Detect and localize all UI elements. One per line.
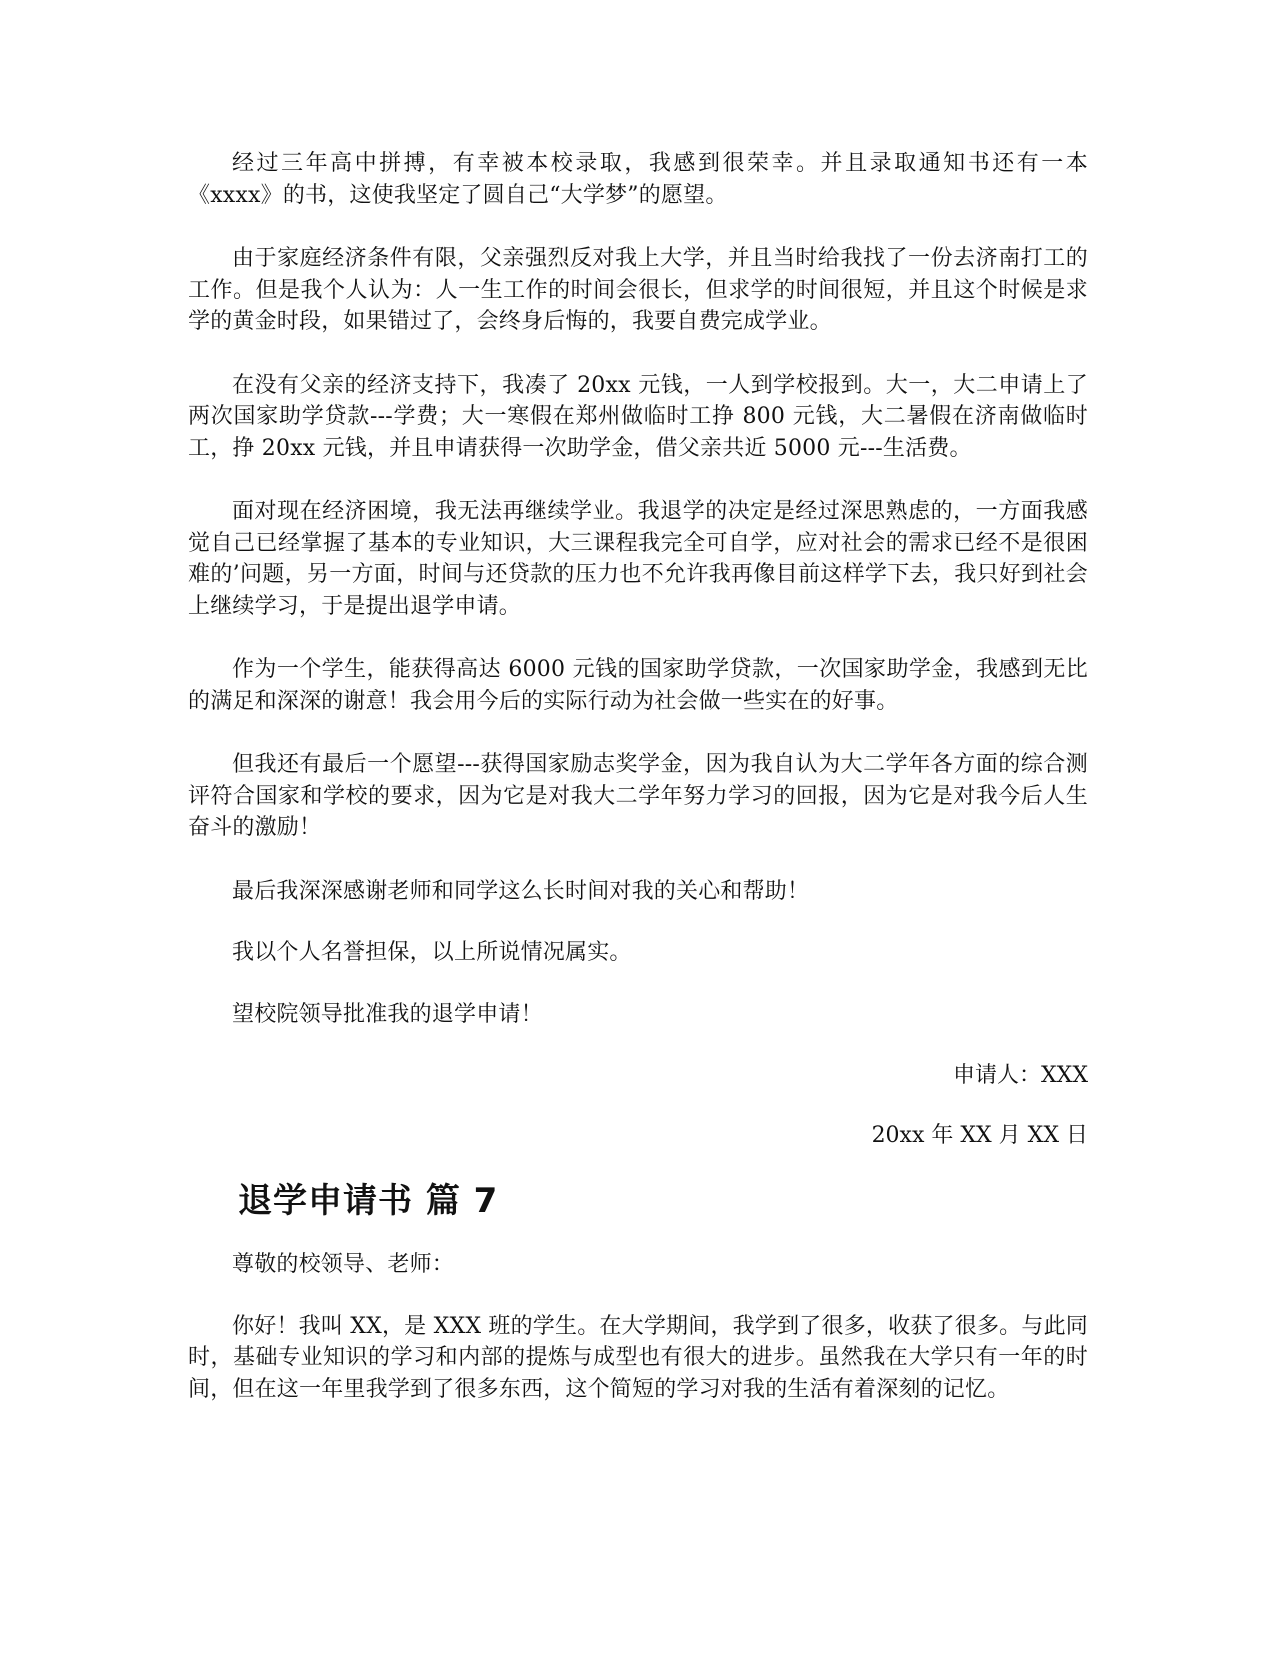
paragraph-2: 由于家庭经济条件有限，父亲强烈反对我上大学，并且当时给我找了一份去济南打工的工作。但是我个人认为：人一生工作的时间会很长，但求学的时间很短，并且这个时候是求学的黄金时段，如果错过了，会终身后悔的，我要自费完成学业。 xyxy=(188,246,1088,334)
paragraph-9: 望校院领导批准我的退学申请！ xyxy=(232,1001,543,1027)
applicant-signature: 申请人：XXX xyxy=(953,1063,1088,1088)
paragraph-8: 我以个人名誉担保，以上所说情况属实。 xyxy=(232,940,632,965)
paragraph-5: 作为一个学生，能获得高达 6000 元钱的国家助学贷款，一次国家助学金，我感到无比的满足和深深的谢意！我会用今后的实际行动为社会做一些实在的好事。 xyxy=(188,657,1088,714)
paragraph-4: 面对现在经济困境，我无法再继续学业。我退学的决定是经过深思熟虑的，一方面我感觉自己已经掌握了基本的专业知识，大三课程我完全可自学，应对社会的需求已经不是很困难的’问题，另一方面，时间与还贷款的压力也不允许我再像目前这样学下去，我只好到社会上继续学习，于是提出退学申请。 xyxy=(188,499,1088,619)
salutation: 尊敬的校领导、老师： xyxy=(232,1252,455,1277)
paragraph-3: 在没有父亲的经济支持下，我凑了 20xx 元钱，一人到学校报到。大一，大二申请上了两次国家助学贷款---学费；大一寒假在郑州做临时工挣 800 元钱，大二暑假在济南做临时工，挣 20xx 元钱，并且申请获得一次助学金，借父亲共近 5000 元---生活费。 xyxy=(188,372,1088,461)
paragraph-6: 但我还有最后一个愿望---获得国家励志奖学金，因为我自认为大二学年各方面的综合测评符合国家和学校的要求，因为它是对我大二学年努力学习的回报，因为它是对我今后人生奋斗的激励！ xyxy=(188,752,1088,840)
paragraph-1: 经过三年高中拼搏，有幸被本校录取，我感到很荣幸。并且录取通知书还有一本《xxxx》的书，这使我坚定了圆自己“大学梦”的愿望。 xyxy=(188,151,1088,208)
paragraph-7: 最后我深深感谢老师和同学这么长时间对我的关心和帮助！ xyxy=(232,878,810,904)
signature-date: 20xx 年 XX 月 XX 日 xyxy=(871,1122,1088,1148)
document-page xyxy=(188,148,1088,1437)
paragraph-last: 你好！我叫 XX，是 XXX 班的学生。在大学期间，我学到了很多，收获了很多。与此同时，基础专业知识的学习和内部的提炼与成型也有很大的进步。虽然我在大学只有一年的时间，但在这一年里我学到了很多东西，这个简短的学习对我的生活有着深刻的记忆。 xyxy=(188,1313,1088,1402)
section-heading: 退学申请书 篇 7 xyxy=(238,1181,499,1221)
